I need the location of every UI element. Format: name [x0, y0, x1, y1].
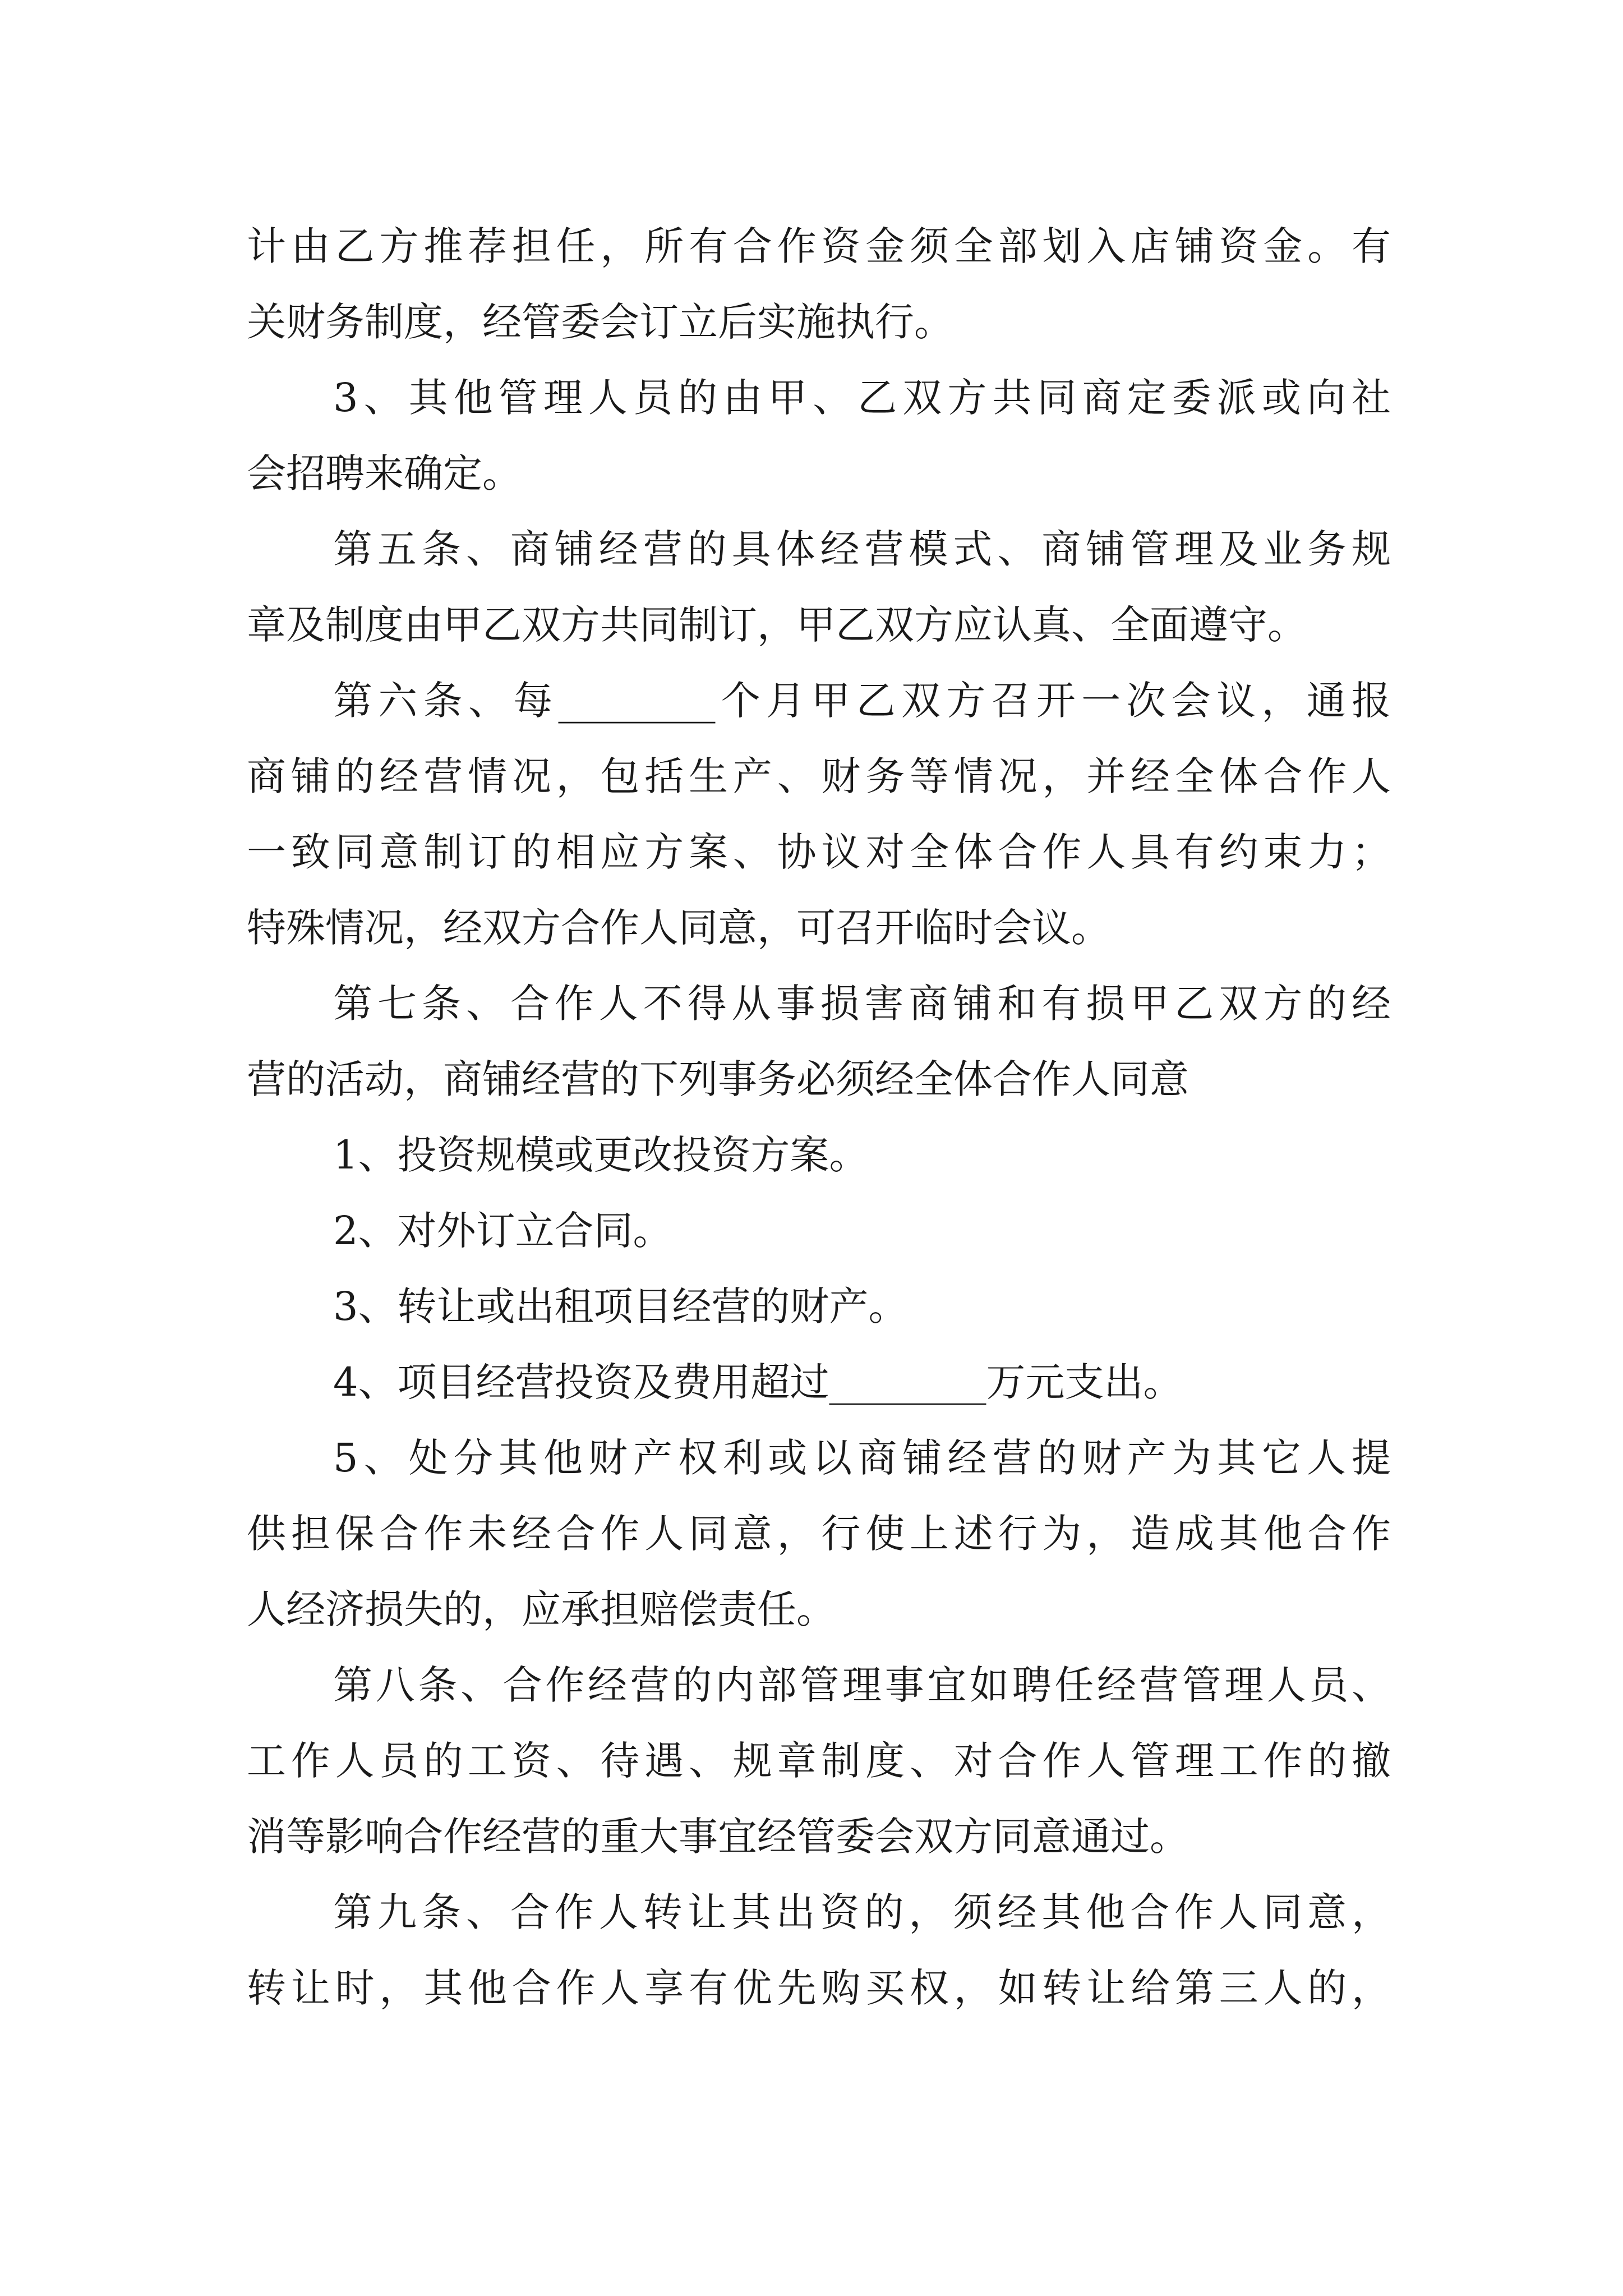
text-line: 第六条、每________个月甲乙双方召开一次会议，通报	[333, 678, 1391, 724]
text-line: 第七条、合作人不得从事损害商铺和有损甲乙双方的经	[333, 981, 1391, 1027]
text-line: 第九条、合作人转让其出资的，须经其他合作人同意，	[333, 1889, 1391, 1935]
text-line: 人经济损失的，应承担赔偿责任。	[247, 1586, 836, 1632]
text-line: 2、对外订立合同。	[333, 1208, 672, 1254]
text-line: 3、转让或出租项目经营的财产。	[333, 1283, 908, 1329]
text-line: 3、其他管理人员的由甲、乙双方共同商定委派或向社	[333, 375, 1391, 421]
text-line: 4、项目经营投资及费用超过________万元支出。	[333, 1359, 1183, 1405]
text-line: 关财务制度，经管委会订立后实施执行。	[247, 299, 953, 345]
text-line: 计由乙方推荐担任，所有合作资金须全部划入店铺资金。有	[247, 223, 1391, 269]
text-line: 特殊情况，经双方合作人同意，可召开临时会议。	[247, 905, 1110, 951]
text-line: 商铺的经营情况，包括生产、财务等情况，并经全体合作人	[247, 753, 1391, 799]
text-line: 章及制度由甲乙双方共同制订，甲乙双方应认真、全面遵守。	[247, 602, 1307, 648]
text-line: 供担保合作未经合作人同意，行使上述行为，造成其他合作	[247, 1511, 1391, 1557]
text-line: 工作人员的工资、待遇、规章制度、对合作人管理工作的撤	[247, 1738, 1391, 1784]
document-body	[247, 209, 1391, 2026]
text-line: 消等影响合作经营的重大事宜经管委会双方同意通过。	[247, 1814, 1189, 1860]
text-line: 一致同意制订的相应方案、协议对全体合作人具有约束力；	[247, 829, 1391, 875]
text-line: 第五条、商铺经营的具体经营模式、商铺管理及业务规	[333, 526, 1391, 572]
text-line: 转让时，其他合作人享有优先购买权，如转让给第三人的，	[247, 1965, 1391, 2011]
text-line: 会招聘来确定。	[247, 450, 522, 496]
text-line: 1、投资规模或更改投资方案。	[333, 1132, 869, 1178]
text-line: 第八条、合作经营的内部管理事宜如聘任经营管理人员、	[333, 1662, 1391, 1708]
text-line: 5、处分其他财产权利或以商铺经营的财产为其它人提	[333, 1435, 1391, 1481]
text-line: 营的活动，商铺经营的下列事务必须经全体合作人同意	[247, 1056, 1189, 1102]
